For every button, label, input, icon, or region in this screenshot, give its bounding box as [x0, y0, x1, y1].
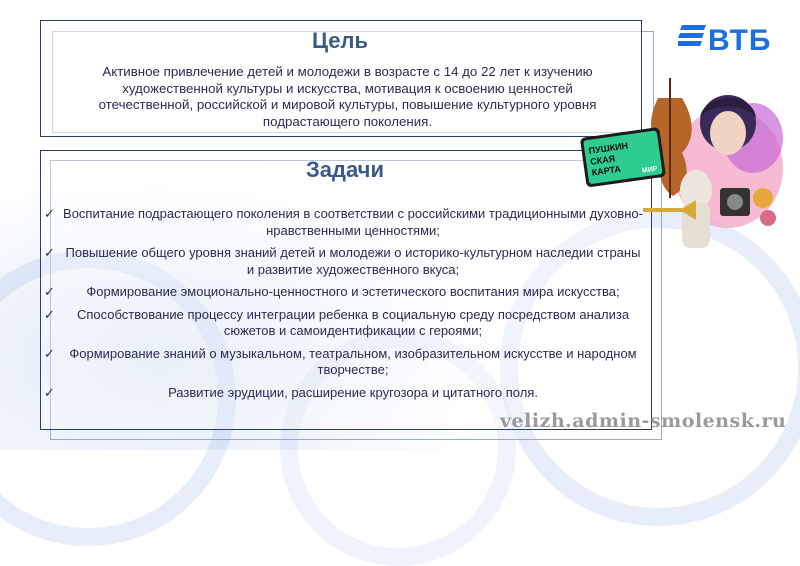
brand-name: ВТБ: [708, 24, 772, 57]
task-item: [44, 206, 644, 239]
checkmark-icon: ✓: [44, 384, 55, 400]
checkmark-icon: ✓: [44, 345, 55, 361]
vtb-logo-icon: [678, 25, 706, 47]
svg-text:ПУШКИН: ПУШКИН: [588, 140, 629, 156]
checkmark-icon: ✓: [44, 245, 55, 260]
tasks-list: [44, 206, 644, 401]
task-item: [44, 385, 644, 402]
svg-text:СКАЯ: СКАЯ: [589, 153, 616, 167]
checkmark-icon: ✓: [44, 206, 55, 221]
tasks-title: Задачи: [306, 157, 384, 182]
goal-title: Цель: [311, 28, 369, 53]
task-text: Способствование процессу интеграции ребенка в социальную среду посредством анализа сюжетов и самоидентификации с героями;: [76, 306, 630, 338]
task-item: [44, 284, 644, 301]
goal-text: Активное привлечение детей и молодежи в возрасте с 14 до 22 лет к изучению художественной культуры и искусства, мотивация к освоению ценностей отечественной, российской и мировой культуры, повышение культурного уровня подрастающего поколения.: [98, 64, 597, 129]
task-text: Развитие эрудиции, расширение кругозора и цитатного поля.: [168, 384, 538, 400]
task-item: [44, 307, 644, 340]
task-text: Формирование знаний о музыкальном, театральном, изобразительном искусстве и народном творчестве;: [69, 345, 637, 377]
watermark: velizh.admin-smolensk.ru: [500, 410, 787, 432]
pushkin-card-illustration: [578, 78, 783, 258]
task-text: Воспитание подрастающего поколения в соответствии с российскими традиционными духовно-нравственными ценностями;: [63, 206, 643, 238]
checkmark-icon: ✓: [44, 306, 55, 322]
checkmark-icon: ✓: [44, 284, 55, 299]
svg-text:КАРТА: КАРТА: [591, 163, 622, 178]
task-text: Повышение общего уровня знаний детей и молодежи о историко-культурном наследии страны и развитие художественного вкуса;: [65, 245, 641, 277]
task-text: Формирование эмоционально-ценностного и эстетического воспитания мира искусства;: [86, 284, 620, 299]
task-item: [44, 346, 644, 379]
task-item: [44, 245, 644, 278]
svg-text:МИР: МИР: [641, 165, 658, 175]
